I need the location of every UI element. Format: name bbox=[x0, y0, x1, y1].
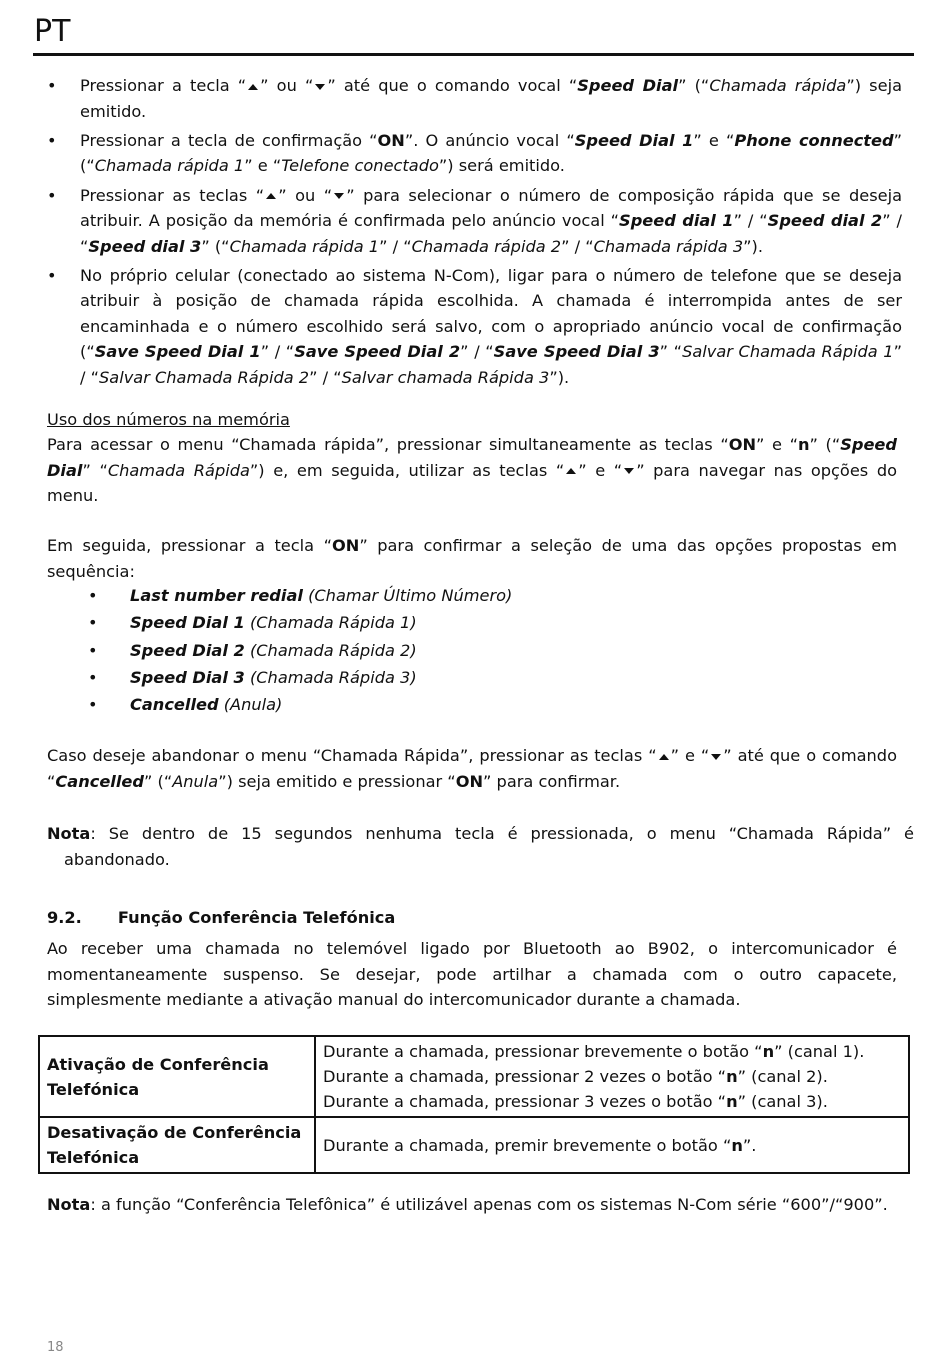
text-run: Chamada rápida 3 bbox=[593, 236, 744, 256]
text-run: ON bbox=[377, 130, 405, 150]
text-run: Salvar Chamada Rápida 2 bbox=[99, 367, 310, 387]
menu-option bbox=[88, 664, 512, 691]
conference-table bbox=[38, 1035, 910, 1174]
text-run: Chamada rápida bbox=[709, 76, 847, 95]
arrow-down-key-icon bbox=[711, 754, 721, 760]
text-run: ”) seja emitido. bbox=[80, 76, 902, 121]
text-run: Para acessar o menu “Chamada rápida”, pressionar simultaneamente as teclas “ bbox=[47, 435, 729, 454]
text-run: Speed dial 3 bbox=[88, 236, 202, 256]
text-run: n bbox=[731, 1135, 743, 1155]
text-run: ” e “ bbox=[670, 746, 710, 765]
text-run: Salvar Chamada Rápida 1 bbox=[682, 342, 894, 362]
text-run: Nota bbox=[47, 824, 91, 843]
note-timeout bbox=[47, 821, 914, 872]
table-cell-action: Desativação de Conferência Telefónica bbox=[39, 1117, 315, 1173]
text-run: ”) seja emitido e pressionar “ bbox=[218, 771, 456, 791]
menu-option bbox=[88, 637, 512, 664]
table-row bbox=[39, 1117, 909, 1173]
text-run: ” (canal 1). bbox=[774, 1042, 865, 1061]
text-run: ON bbox=[455, 771, 484, 791]
paragraph-cancel bbox=[47, 743, 897, 794]
arrow-down-key-icon bbox=[624, 468, 634, 474]
arrow-down-key-icon bbox=[334, 193, 344, 199]
text-run: ” (“ bbox=[143, 771, 173, 791]
text-run: ” / “ bbox=[561, 236, 594, 256]
text-run: ” e “ bbox=[693, 130, 735, 150]
option-translation: (Chamada Rápida 1) bbox=[244, 613, 417, 633]
option-name: Speed Dial 1 bbox=[130, 613, 245, 633]
text-run: ” “ bbox=[659, 342, 683, 362]
menu-options-list bbox=[88, 582, 512, 718]
list-item bbox=[47, 263, 902, 391]
text-run: ” para confirmar a seleção de uma das opções propostas em sequência: bbox=[47, 536, 897, 581]
text-run: ” (“ bbox=[80, 130, 902, 176]
text-run: ” / “ bbox=[460, 342, 494, 362]
text-run: Salvar chamada Rápida 3 bbox=[341, 367, 550, 387]
text-run: n bbox=[797, 435, 810, 454]
text-run: Pressionar a tecla de confirmação “ bbox=[80, 130, 378, 150]
paragraph-confirm bbox=[47, 533, 897, 584]
text-run: Caso deseje abandonar o menu “Chamada Rápida”, pressionar as teclas “ bbox=[47, 746, 657, 765]
text-run: ” / “ bbox=[80, 342, 902, 387]
text-run: Save Speed Dial 1 bbox=[94, 342, 261, 362]
table-cell-action: Ativação de Conferência Telefónica bbox=[39, 1036, 315, 1117]
list-item bbox=[47, 183, 902, 260]
setup-steps-list bbox=[47, 73, 902, 394]
text-run: Save Speed Dial 3 bbox=[493, 342, 660, 362]
text-run: Durante a chamada, pressionar 2 vezes o botão “ bbox=[323, 1067, 727, 1086]
text-run: Durante a chamada, pressionar 3 vezes o botão “ bbox=[323, 1092, 727, 1111]
text-run: ” ou “ bbox=[278, 185, 333, 205]
text-run: ” ou “ bbox=[260, 76, 314, 95]
text-run: ” / “ bbox=[379, 236, 412, 256]
text-run: Telefone conectado bbox=[281, 156, 439, 176]
text-run: ” / “ bbox=[80, 211, 902, 256]
section-heading-memory: Uso dos números na memória bbox=[47, 410, 290, 429]
arrow-up-key-icon bbox=[566, 468, 576, 474]
text-run: Durante a chamada, premir brevemente o botão “ bbox=[323, 1135, 732, 1155]
text-run: ” até que o comando “ bbox=[47, 746, 897, 791]
option-name: Last number redial bbox=[130, 586, 303, 605]
text-run: Chamada Rápida bbox=[107, 460, 250, 480]
description-line bbox=[323, 1064, 901, 1089]
text-run: n bbox=[726, 1067, 738, 1086]
text-run: Speed Dial 1 bbox=[574, 130, 694, 150]
text-run: Speed dial 1 bbox=[619, 211, 734, 231]
text-run: Speed Dial bbox=[47, 435, 897, 480]
table-row bbox=[39, 1036, 909, 1117]
description-line bbox=[323, 1133, 901, 1158]
option-name: Cancelled bbox=[130, 695, 219, 715]
text-run: Em seguida, pressionar a tecla “ bbox=[47, 536, 332, 555]
text-run: : Se dentro de 15 segundos nenhuma tecla é pressionada, o menu “Chamada Rápida” é abandonado. bbox=[64, 824, 914, 869]
note-conference bbox=[47, 1192, 897, 1218]
description-line bbox=[323, 1089, 901, 1114]
table-cell-description bbox=[315, 1036, 909, 1117]
section-heading-conference bbox=[47, 905, 897, 931]
text-run: ”. bbox=[742, 1135, 757, 1155]
text-run: Anula bbox=[172, 771, 219, 791]
paragraph-access-menu bbox=[47, 432, 897, 509]
section-title: Função Conferência Telefónica bbox=[117, 908, 396, 927]
option-name: Speed Dial 2 bbox=[130, 640, 245, 660]
text-run: Chamada rápida 1 bbox=[94, 156, 245, 176]
text-run: n bbox=[726, 1092, 738, 1111]
arrow-up-key-icon bbox=[659, 754, 669, 760]
text-run: ”) e, em seguida, utilizar as teclas “ bbox=[249, 460, 565, 480]
language-code: PT bbox=[34, 14, 71, 49]
section-number: 9.2. bbox=[47, 908, 82, 927]
text-run: Phone connected bbox=[734, 130, 894, 150]
header-rule bbox=[33, 53, 914, 56]
arrow-up-key-icon bbox=[266, 193, 276, 199]
text-run: ” e “ bbox=[244, 156, 282, 176]
text-run: ” (“ bbox=[678, 76, 710, 95]
option-translation: (Chamar Último Número) bbox=[302, 586, 513, 605]
text-run: : a função “Conferência Telefônica” é utilizável apenas com os sistemas N-Com série “600”/“900”. bbox=[90, 1195, 888, 1214]
text-run: Pressionar a tecla “ bbox=[80, 76, 247, 95]
text-run: ” / “ bbox=[733, 211, 768, 231]
menu-option bbox=[88, 691, 512, 718]
text-run: Pressionar as teclas “ bbox=[80, 185, 265, 205]
text-run: ”) será emitido. bbox=[438, 156, 565, 176]
text-run: ” / “ bbox=[260, 342, 295, 362]
text-run: ” para confirmar. bbox=[483, 771, 621, 791]
text-run: Cancelled bbox=[55, 771, 144, 791]
option-translation: (Chamada Rápida 2) bbox=[244, 640, 417, 660]
option-name: Speed Dial 3 bbox=[130, 667, 245, 687]
text-run: ” para navegar nas opções do menu. bbox=[47, 460, 897, 505]
description-line bbox=[323, 1039, 901, 1064]
text-run: ”. O anúncio vocal “ bbox=[404, 130, 575, 150]
text-run: ”). bbox=[743, 236, 763, 256]
text-run: ” “ bbox=[82, 460, 108, 480]
arrow-up-key-icon bbox=[248, 84, 258, 90]
text-run: ” (“ bbox=[201, 236, 230, 256]
text-run: Speed dial 2 bbox=[767, 211, 883, 231]
page-number: 18 bbox=[47, 1340, 64, 1355]
text-run: ” (canal 3). bbox=[737, 1092, 828, 1111]
text-run: ” até que o comando vocal “ bbox=[327, 76, 578, 95]
text-run: Durante a chamada, pressionar brevemente o botão “ bbox=[323, 1042, 763, 1061]
text-run: Chamada rápida 1 bbox=[229, 236, 380, 256]
option-translation: (Anula) bbox=[218, 695, 283, 715]
text-run: Save Speed Dial 2 bbox=[294, 342, 461, 362]
text-run: No próprio celular (conectado ao sistema N-Com), ligar para o número de telefone que se deseja atribuir à posição de chamada rápida escolhida. A chamada é interrompida antes de ser encaminhada e o número escolhido será salvo, com o apropriado anúncio vocal de confirmação (“ bbox=[80, 265, 902, 362]
text-run: ” (“ bbox=[809, 435, 841, 454]
text-run: ” e “ bbox=[578, 460, 623, 480]
list-item bbox=[47, 73, 902, 124]
text-run: ON bbox=[332, 536, 360, 555]
text-run: Speed Dial bbox=[577, 76, 679, 95]
text-run: Nota bbox=[47, 1195, 91, 1214]
text-run: ” para selecionar o número de composição rápida que se deseja atribuir. A posição da memória é confirmada pelo anúncio vocal “ bbox=[80, 185, 902, 231]
list-item bbox=[47, 128, 902, 179]
paragraph-conference: Ao receber uma chamada no telemóvel ligado por Bluetooth ao B902, o intercomunicador é momentaneamente suspenso. Se desejar, pode artilhar a chamada com o outro capacete, simplesmente mediante a ativação manual do intercomunicador durante a chamada. bbox=[47, 939, 897, 1009]
text-run: ” e “ bbox=[756, 435, 798, 454]
text-run: ON bbox=[728, 435, 757, 454]
menu-option bbox=[88, 582, 512, 609]
text-run: Chamada rápida 2 bbox=[411, 236, 562, 256]
table-cell-description bbox=[315, 1117, 909, 1173]
menu-option bbox=[88, 609, 512, 636]
text-run: ” / “ bbox=[309, 367, 342, 387]
option-translation: (Chamada Rápida 3) bbox=[244, 667, 417, 687]
arrow-down-key-icon bbox=[315, 84, 325, 90]
text-run: n bbox=[762, 1042, 775, 1061]
text-run: ”). bbox=[549, 367, 570, 387]
text-run: ” (canal 2). bbox=[737, 1067, 828, 1086]
